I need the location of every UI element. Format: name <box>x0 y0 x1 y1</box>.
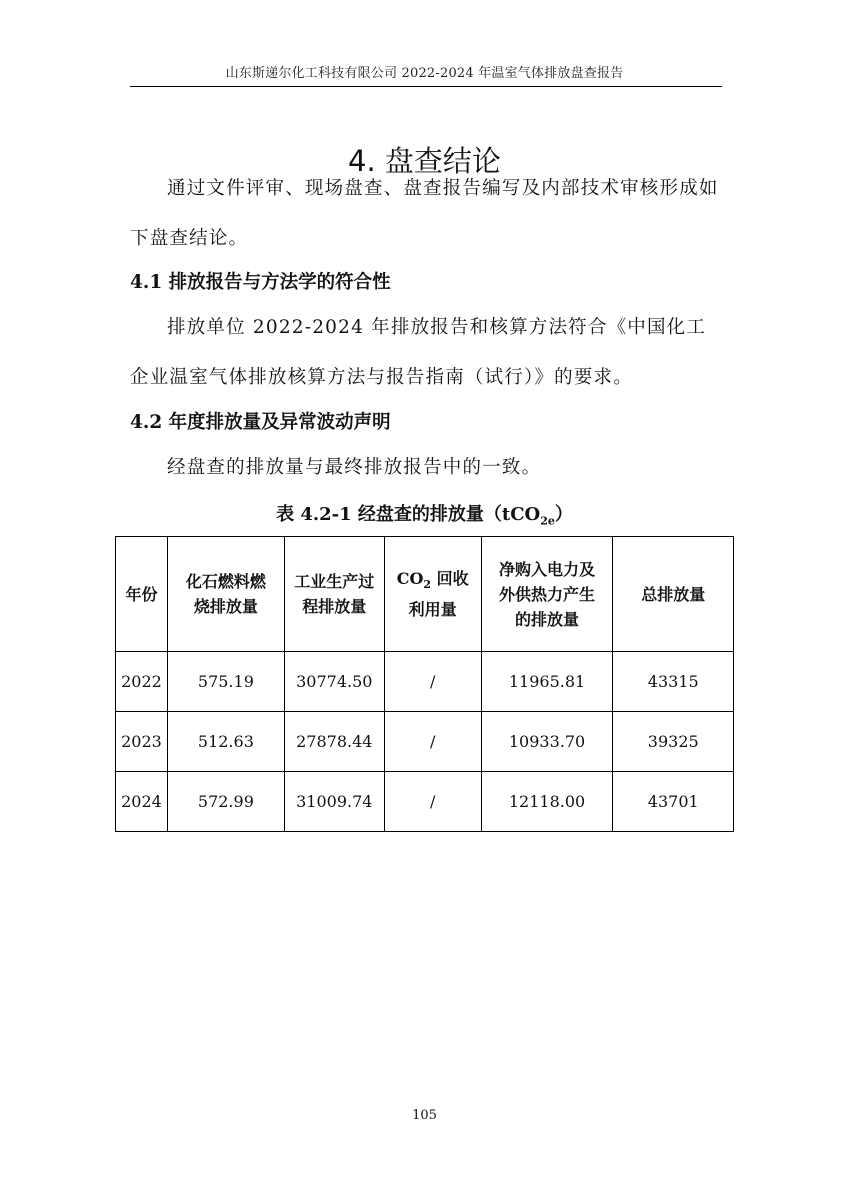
cell-total: 39325 <box>613 712 734 772</box>
cell-fossil: 575.19 <box>167 652 284 712</box>
header-co2-label <box>397 566 469 622</box>
header-co2-recovery <box>384 537 481 652</box>
header-industrial-label: 工业生产过程排放量 <box>294 572 375 616</box>
emissions-table <box>115 536 734 832</box>
cell-total: 43701 <box>613 772 734 832</box>
cell-industrial: 31009.74 <box>284 772 384 832</box>
intro-paragraph: 通过文件评审、现场盘查、盘查报告编写及内部技术审核形成如下盘查结论。 <box>130 178 719 249</box>
table-caption-sub: 2e <box>540 514 555 528</box>
cell-fossil: 512.63 <box>167 712 284 772</box>
cell-co2: / <box>384 712 481 772</box>
cell-year: 2022 <box>116 652 168 712</box>
subsection-heading-4-2: 4.2 年度排放量及异常波动声明 <box>130 412 391 433</box>
cell-industrial: 30774.50 <box>284 652 384 712</box>
page-header: 山东斯递尔化工科技有限公司 2022-2024 年温室气体排放盘查报告 <box>225 66 624 81</box>
cell-year: 2024 <box>116 772 168 832</box>
cell-purchased: 10933.70 <box>481 712 613 772</box>
cell-total: 43315 <box>613 652 734 712</box>
cell-co2: / <box>384 652 481 712</box>
table-row <box>116 652 734 712</box>
table-caption-main: 表 4.2-1 经盘查的排放量（tCO <box>276 504 541 525</box>
page-number: 105 <box>412 1108 437 1123</box>
cell-industrial: 27878.44 <box>284 712 384 772</box>
cell-fossil: 572.99 <box>167 772 284 832</box>
header-year: 年份 <box>116 537 168 652</box>
subsection-heading-4-1: 4.1 排放报告与方法学的符合性 <box>130 272 391 293</box>
header-total: 总排放量 <box>613 537 734 652</box>
header-co2-prefix: CO <box>396 568 424 588</box>
cell-year: 2023 <box>116 712 168 772</box>
header-fossil <box>167 537 284 652</box>
table-header-row <box>116 537 734 652</box>
section-title: 4. 盘查结论 <box>348 144 501 179</box>
header-purchased <box>481 537 613 652</box>
cell-purchased: 11965.81 <box>481 652 613 712</box>
consistency-paragraph: 经盘查的排放量与最终排放报告中的一致。 <box>167 457 542 478</box>
conformity-paragraph: 排放单位 2022-2024 年排放报告和核算方法符合《中国化工企业温室气体排放核算方法与报告指南（试行）》的要求。 <box>130 317 707 388</box>
table-caption <box>0 500 849 528</box>
header-purchased-label: 净购入电力及外供热力产生的排放量 <box>499 559 596 629</box>
table-caption-end: ） <box>554 504 573 525</box>
table-row <box>116 772 734 832</box>
header-industrial <box>284 537 384 652</box>
table-row <box>116 712 734 772</box>
header-rule <box>130 86 722 87</box>
cell-co2: / <box>384 772 481 832</box>
cell-purchased: 12118.00 <box>481 772 613 832</box>
header-co2-sub: 2 <box>423 578 432 592</box>
header-fossil-label: 化石燃料燃烧排放量 <box>185 572 266 616</box>
header-co2-suffix: 回收利用量 <box>408 568 469 620</box>
